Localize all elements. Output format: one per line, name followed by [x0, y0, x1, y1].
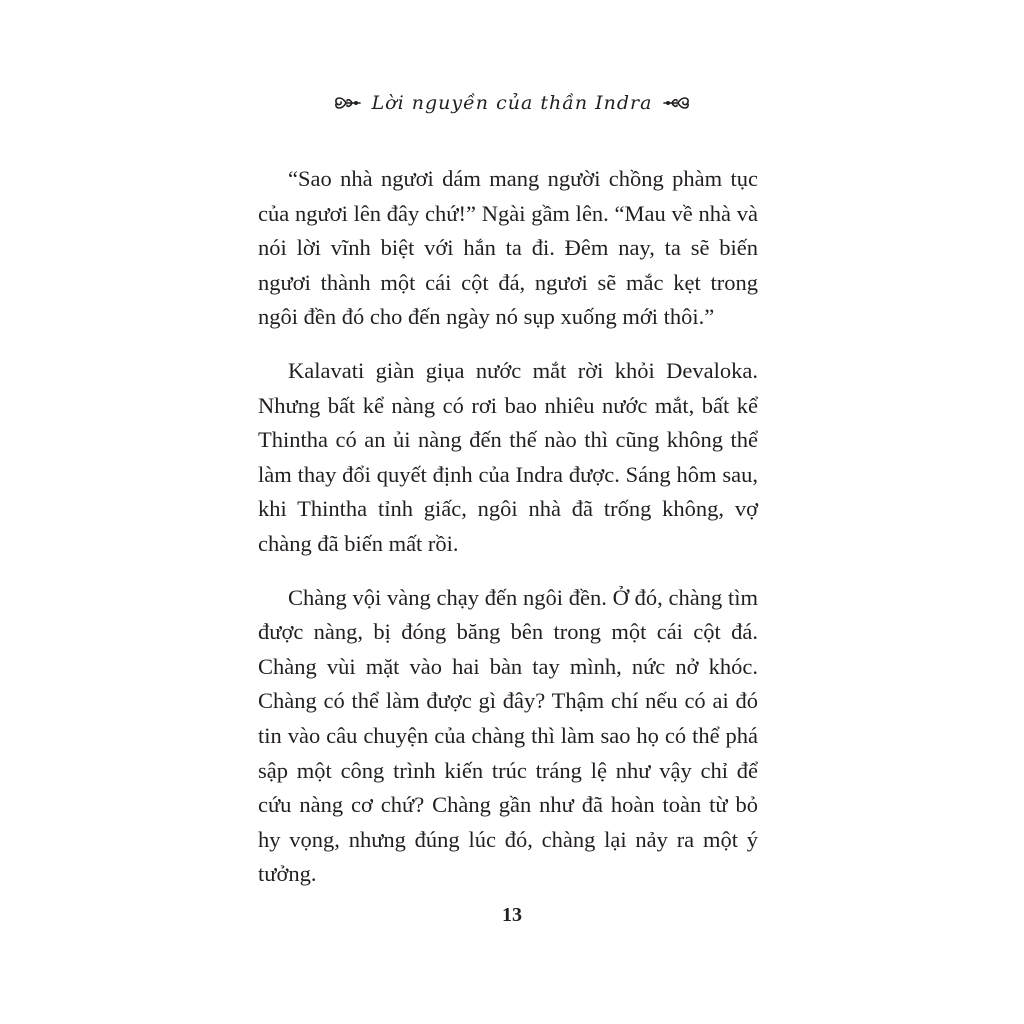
page-number: 13 [502, 904, 522, 926]
left-flourish-ornament-icon [332, 92, 362, 114]
right-flourish-ornament-icon [662, 92, 692, 114]
paragraph: Chàng vội vàng chạy đến ngôi đền. Ở đó, chàng tìm được nàng, bị đóng băng bên trong một cái cột đá. Chàng vùi mặt vào hai bàn tay mình, nức nở khóc. Chàng có thể làm được gì đây? Thậm chí nếu có ai đó tin vào câu chuyện của chàng thì làm sao họ có thể phá sập một công trình kiến trúc tráng lệ như vậy chỉ để cứu nàng cơ chứ? Chàng gần như đã hoàn toàn từ bỏ hy vọng, nhưng đúng lúc đó, chàng lại nảy ra một ý tưởng. [258, 584, 758, 887]
paragraph: Kalavati giàn giụa nước mắt rời khỏi Devaloka. Nhưng bất kể nàng có rơi bao nhiêu nước mắt, bất kể Thintha có an ủi nàng đến thế nào thì cũng không thể làm thay đổi quyết định của Indra được. Sáng hôm sau, khi Thintha tỉnh giấc, ngôi nhà đã trống không, vợ chàng đã biến mất rồi. [258, 357, 758, 556]
body-text [258, 162, 758, 911]
running-header [0, 86, 1024, 120]
running-header-title: Lời nguyền của thần Indra [371, 92, 653, 114]
paragraph: “Sao nhà ngươi dám mang người chồng phàm tục của ngươi lên đây chứ!” Ngài gầm lên. “Mau về nhà và nói lời vĩnh biệt với hắn ta đi. Đêm nay, ta sẽ biến ngươi thành một cái cột đá, ngươi sẽ mắc kẹt trong ngôi đền đó cho đến ngày nó sụp xuống mới thôi.” [258, 166, 758, 330]
